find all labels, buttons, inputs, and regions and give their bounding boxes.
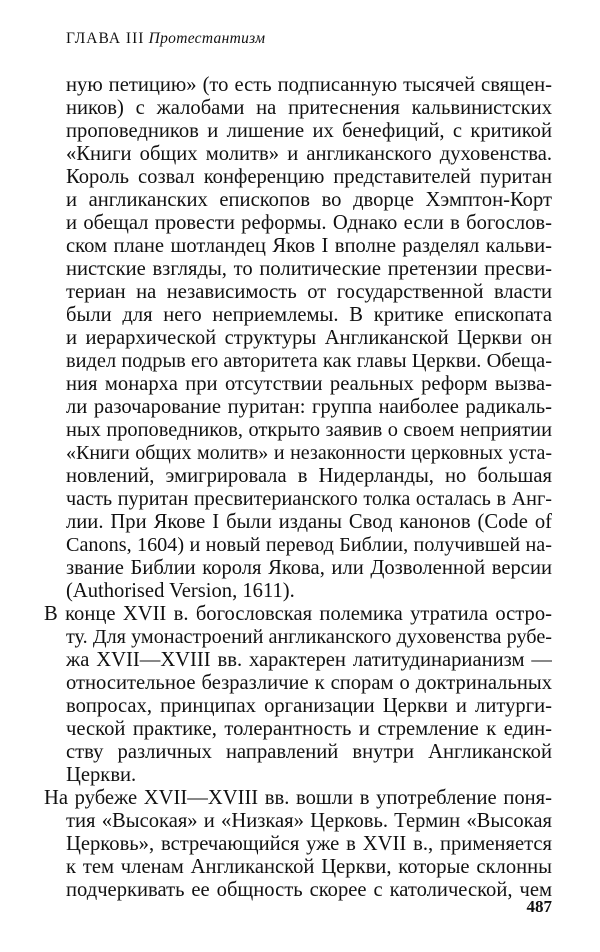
text-line: лии. При Якове I были изданы Свод канонов (Code of: [66, 511, 552, 533]
text-line: Церкви.: [66, 764, 137, 786]
text-line: (Authorised Version, 1611).: [66, 580, 295, 602]
text-line: ли разочарование пуритан: группа наиболее радикаль-: [66, 396, 552, 418]
chapter-title: Протестантизм: [148, 30, 266, 47]
text-line: тия «Высокая» и «Низкая» Церковь. Термин «Высокая: [66, 810, 552, 832]
text-line: ству различных направлений внутри Англиканской: [66, 741, 552, 763]
text-line: к тем членам Англиканской Церкви, которые склонны: [66, 856, 552, 878]
text-line: и англиканских епископов во дворце Хэмптон-Корт: [66, 189, 552, 211]
running-header: [66, 30, 265, 48]
text-line: Canons, 1604) и новый перевод Библии, получившей на-: [66, 534, 552, 556]
text-line: В конце XVII в. богословская полемика утратила остро-: [44, 603, 552, 625]
text-line: жа XVII—XVIII вв. характерен латитудинарианизм —: [66, 649, 552, 671]
text-line: часть пуритан пресвитерианского толка осталась в Анг-: [66, 488, 552, 510]
text-line: Церковь», встречающийся уже в XVII в., применяется: [66, 833, 552, 855]
text-line: вопросах, принципах организации Церкви и литурги-: [66, 695, 552, 717]
text-line: ния монарха при отсутствии реальных реформ вызва-: [66, 373, 552, 395]
text-line: На рубеже XVII—XVIII вв. вошли в употребление поня-: [44, 787, 552, 809]
text-line: «Книги общих молитв» и незаконности церковных уста-: [66, 442, 552, 464]
page-number: 487: [526, 897, 552, 916]
text-line: видел подрыв его авторитета как главы Церкви. Обеща-: [66, 350, 552, 372]
chapter-label: ГЛАВА III: [66, 30, 145, 47]
text-line: ческой практике, толерантность и стремление к един-: [66, 718, 552, 740]
text-line: териан на независимость от государственной власти: [66, 281, 552, 303]
text-line: ту. Для умонастроений англиканского духовенства рубе-: [66, 626, 552, 648]
text-line: нистские взгляды, то политические претензии пресви-: [66, 258, 552, 280]
text-line: звание Библии короля Якова, или Дозволенной версии: [66, 557, 552, 579]
text-line: Король созвал конференцию представителей пуритан: [66, 166, 552, 188]
text-line: ных проповедников, открыто заявив о своем неприятии: [66, 419, 552, 441]
text-line: ную петицию» (то есть подписанную тысячей священ-: [66, 74, 552, 96]
text-line: проповедников и лишение их бенефиций, с критикой: [66, 120, 552, 142]
text-line: и иерархической структуры Англиканской Церкви он: [66, 327, 552, 349]
text-line: подчеркивать ее общность скорее с католической, чем: [66, 879, 552, 901]
text-line: были для него неприемлемы. В критике епископата: [66, 304, 552, 326]
text-line: ском плане шотландец Яков I вполне разделял кальви-: [66, 235, 552, 257]
text-line: новлений, эмигрировала в Нидерланды, но большая: [66, 465, 552, 487]
text-line: и обещал провести реформы. Однако если в богослов-: [66, 212, 552, 234]
text-line: ников) с жалобами на притеснения кальвинистских: [66, 97, 552, 119]
text-line: «Книги общих молитв» и англиканского духовенства.: [66, 143, 552, 165]
text-line: относительное безразличие к спорам о доктринальных: [66, 672, 552, 694]
